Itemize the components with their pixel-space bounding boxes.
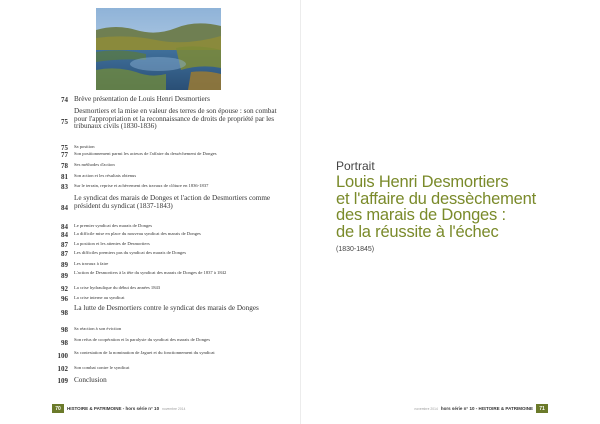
marsh-landscape-image — [96, 8, 221, 90]
toc-page-number: 96 — [61, 295, 68, 303]
toc-entry-text: Son action et les résultats obtenus — [74, 173, 137, 178]
toc-entry-text: Les difficiles premiers pas du syndicat des marais de Donges — [74, 250, 187, 255]
article-title-block — [336, 160, 598, 253]
toc-entry-text: Son refus de coopération et la paralysie du syndicat des marais de Donges — [74, 337, 210, 342]
toc-page-number: 109 — [57, 377, 68, 385]
toc-entry-text: Brève présentation de Louis Henri Desmortiers — [74, 95, 210, 103]
toc-entry-text: La crise interne au syndicat — [74, 295, 125, 300]
footer-right — [414, 404, 548, 413]
toc-entry-text: L'action de Desmortiers à la tête du syndicat des marais de Donges de 1837 à 1842 — [74, 270, 227, 275]
toc-page-number: 77 — [61, 151, 68, 159]
toc-entry-text: Sa position — [74, 144, 95, 149]
toc-page-number: 98 — [61, 309, 68, 317]
section-kicker: Portrait — [336, 159, 375, 173]
article-headline — [336, 174, 598, 240]
toc-page-number: 102 — [57, 365, 68, 373]
toc-entry-text: La position et les attentes de Desmortiers — [74, 241, 150, 246]
toc-page-number: 75 — [61, 144, 68, 152]
toc-page-number: 100 — [57, 352, 68, 360]
toc-page-number: 84 — [61, 204, 68, 212]
toc-page-number: 75 — [61, 118, 68, 126]
toc-entry-text: La crise hydraulique du début des années 1843 — [74, 285, 161, 290]
toc-entry-text: La difficile mise en place du nouveau syndicat des marais de Donges — [74, 231, 201, 236]
footer-text: hors série n° 10 - HISTOIRE & PATRIMOINE — [440, 406, 533, 411]
footer-date: novembre 2014 — [162, 406, 186, 411]
toc-entry-text: Sa contestation de la nomination de Jaguet et du fonctionnement du syndicat — [74, 350, 215, 355]
headline-line: des marais de Donges : — [336, 206, 506, 224]
toc-entry-text: Son positionnement parmi les acteurs de l'affaire du dessèchement de Donges — [74, 151, 217, 156]
toc-page-number: 74 — [61, 96, 68, 104]
headline-line: Louis Henri Desmortiers — [336, 173, 509, 191]
toc-page-number: 89 — [61, 272, 68, 280]
toc-entry-text: Les travaux à faire — [74, 261, 109, 266]
headline-line: de la réussite à l'échec — [336, 222, 499, 241]
page-number-box: 70 — [52, 404, 64, 413]
toc-page-number: 84 — [61, 231, 68, 239]
toc-page-number: 87 — [61, 241, 68, 249]
toc-page-number: 87 — [61, 250, 68, 258]
toc-page-number: 83 — [61, 183, 68, 191]
toc-page-number: 89 — [61, 261, 68, 269]
marsh-photo — [96, 8, 221, 90]
toc-entry-text: Ses méthodes d'action — [74, 162, 115, 167]
toc-entry-text: Sur le terrain, reprise et achèvement des travaux de clôture en 1836-1837 — [74, 183, 209, 188]
footer-text: HISTOIRE & PATRIMOINE - hors série n° 10 — [67, 406, 160, 411]
toc-entry-text: Son combat contre le syndicat — [74, 365, 130, 370]
footer-left — [52, 404, 186, 413]
footer-date: novembre 2014 — [414, 406, 438, 411]
page-fold — [300, 0, 301, 424]
article-years: (1830-1845) — [336, 246, 375, 253]
toc-page-number: 92 — [61, 285, 68, 293]
page-number-box: 71 — [536, 404, 548, 413]
toc-page-number: 78 — [61, 162, 68, 170]
toc-page-number: 98 — [61, 339, 68, 347]
toc-entry-text: Le syndicat des marais de Donges et l'action de Desmortiers comme président du syndicat (1837-1843) — [74, 194, 271, 210]
toc-entry-text: Desmortiers et la mise en valeur des terres de son épouse : son combat pour l'appropriation et la reconnaissance de droits de propriété par les tribunaux civils (1830-1836) — [74, 107, 277, 131]
toc-page-number: 81 — [61, 173, 68, 181]
toc-page-number: 98 — [61, 326, 68, 334]
headline-line: et l'affaire du dessèchement — [336, 189, 536, 208]
toc-entry-text: La lutte de Desmortiers contre le syndicat des marais de Donges — [74, 304, 259, 312]
toc-entry-text: Conclusion — [74, 376, 107, 384]
toc-page-number: 84 — [61, 223, 68, 231]
toc-entry-text: Le premier syndicat des marais de Donges — [74, 223, 153, 228]
toc-entry-text: Sa réaction à son éviction — [74, 326, 122, 331]
